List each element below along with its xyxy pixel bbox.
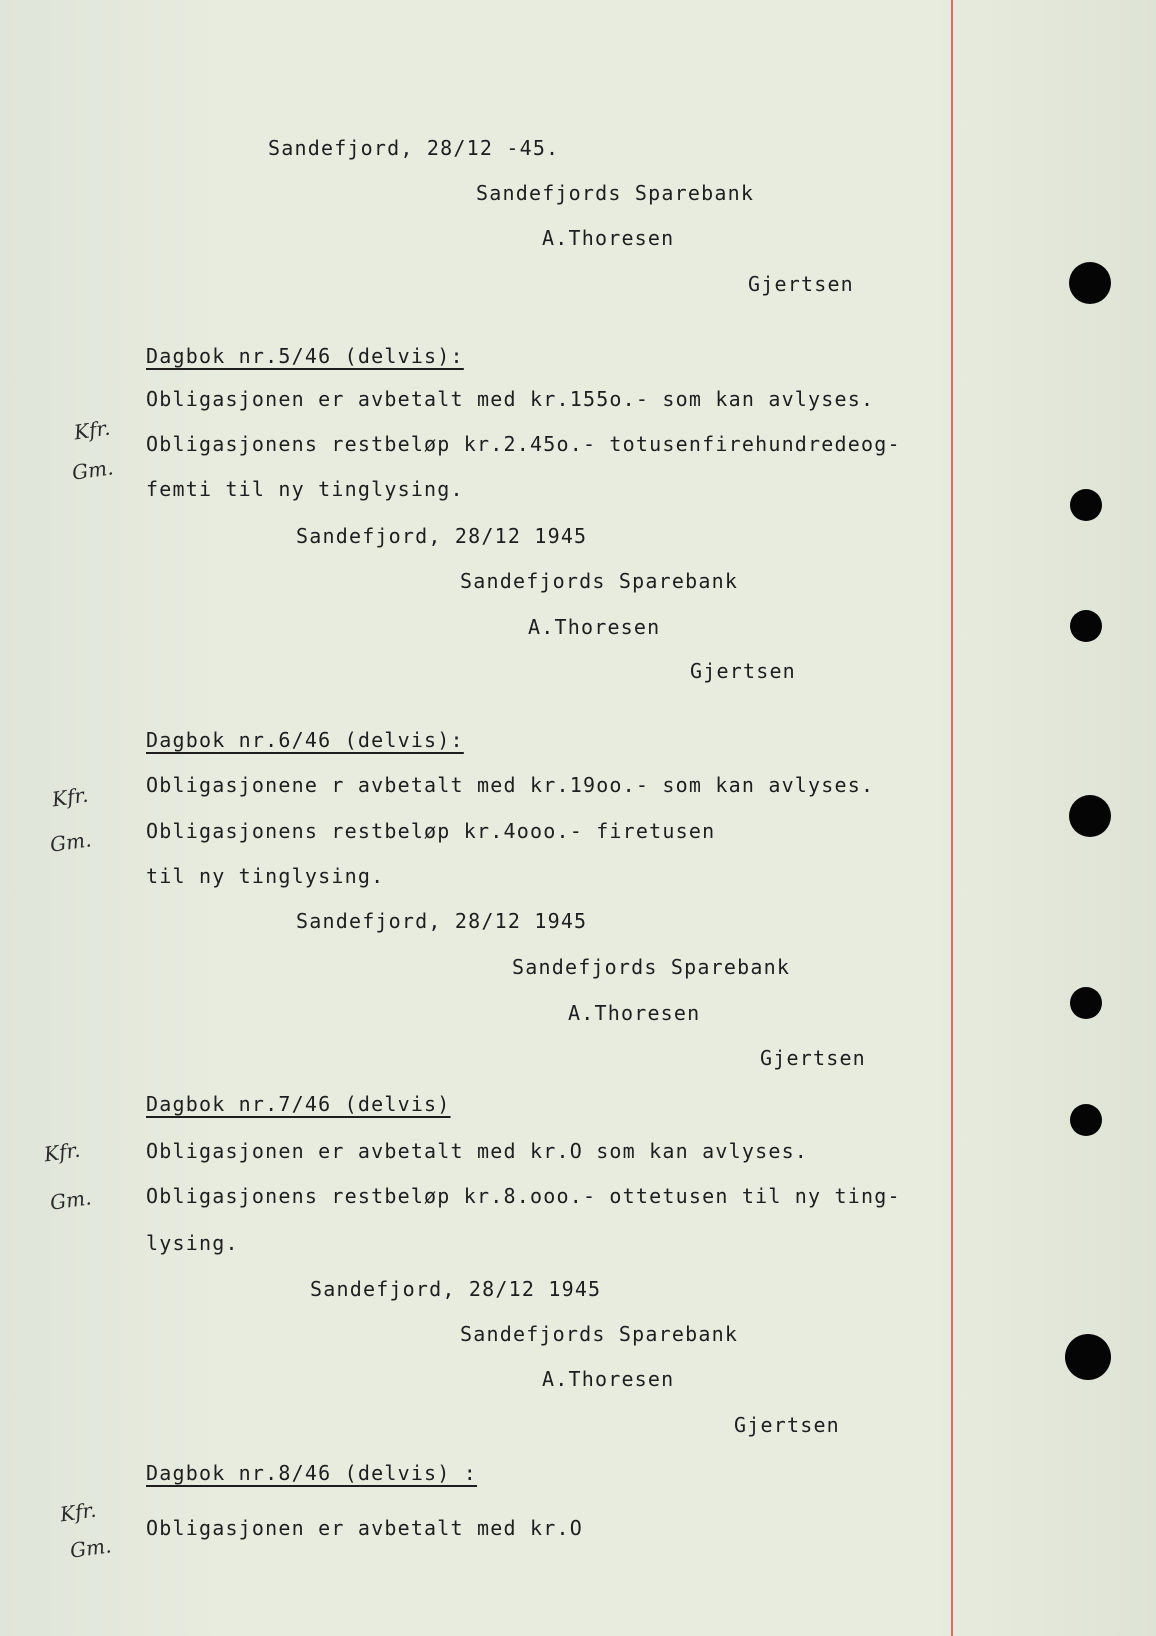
entry-heading: Dagbok nr.8/46 (delvis) : (146, 1461, 478, 1485)
handwritten-mark: Gm. (48, 1185, 93, 1215)
handwritten-mark: Kfr. (58, 1497, 98, 1527)
handwritten-mark: Kfr. (72, 415, 112, 445)
entry-text-line: femti til ny tinglysing. (146, 477, 464, 501)
handwritten-mark: Kfr. (50, 782, 90, 812)
signer-gjertsen: Gjertsen (734, 1413, 840, 1437)
handwritten-mark: Kfr. (42, 1137, 82, 1167)
punch-hole (1070, 987, 1102, 1019)
entry-text-line: lysing. (146, 1231, 239, 1255)
signer-gjertsen: Gjertsen (690, 659, 796, 683)
entry-heading: Dagbok nr.7/46 (delvis) (146, 1092, 451, 1116)
entry-text-line: Obligasjonen er avbetalt med kr.155o.- som kan avlyses. (146, 387, 875, 411)
bank-name: Sandefjords Sparebank (476, 181, 755, 205)
entry-text-line: til ny tinglysing. (146, 864, 385, 888)
entry-text-line: Obligasjonens restbeløp kr.2.45o.- totusenfirehundredeog- (146, 432, 901, 456)
signer-gjertsen: Gjertsen (748, 272, 854, 296)
signer-thoresen: A.Thoresen (542, 1367, 675, 1391)
punch-hole (1070, 1104, 1102, 1136)
signer-gjertsen: Gjertsen (760, 1046, 866, 1070)
punch-hole (1065, 1334, 1111, 1380)
signer-thoresen: A.Thoresen (528, 615, 661, 639)
place-date: Sandefjord, 28/12 -45. (268, 136, 560, 160)
entry-heading: Dagbok nr.5/46 (delvis): (146, 344, 464, 368)
entry-text-line: Obligasjonens restbeløp kr.8.ooo.- ottetusen til ny ting- (146, 1184, 901, 1208)
place-date: Sandefjord, 28/12 1945 (310, 1277, 602, 1301)
bank-name: Sandefjords Sparebank (512, 955, 791, 979)
entry-text-line: Obligasjonene r avbetalt med kr.19oo.- som kan avlyses. (146, 773, 875, 797)
entry-heading: Dagbok nr.6/46 (delvis): (146, 728, 464, 752)
margin-rule (951, 0, 953, 1636)
punch-hole (1069, 795, 1111, 837)
handwritten-mark: Gm. (68, 1533, 113, 1563)
entry-text-line: Obligasjonen er avbetalt med kr.O som kan avlyses. (146, 1139, 809, 1163)
entry-text-line: Obligasjonens restbeløp kr.4ooo.- firetusen (146, 819, 716, 843)
bank-name: Sandefjords Sparebank (460, 1322, 739, 1346)
bank-name: Sandefjords Sparebank (460, 569, 739, 593)
punch-hole (1069, 262, 1111, 304)
place-date: Sandefjord, 28/12 1945 (296, 909, 588, 933)
punch-hole (1070, 610, 1102, 642)
handwritten-mark: Gm. (48, 827, 93, 857)
place-date: Sandefjord, 28/12 1945 (296, 524, 588, 548)
entry-text-line: Obligasjonen er avbetalt med kr.O (146, 1516, 583, 1540)
handwritten-mark: Gm. (70, 455, 115, 485)
punch-hole (1070, 489, 1102, 521)
signer-thoresen: A.Thoresen (568, 1001, 701, 1025)
signer-thoresen: A.Thoresen (542, 226, 675, 250)
